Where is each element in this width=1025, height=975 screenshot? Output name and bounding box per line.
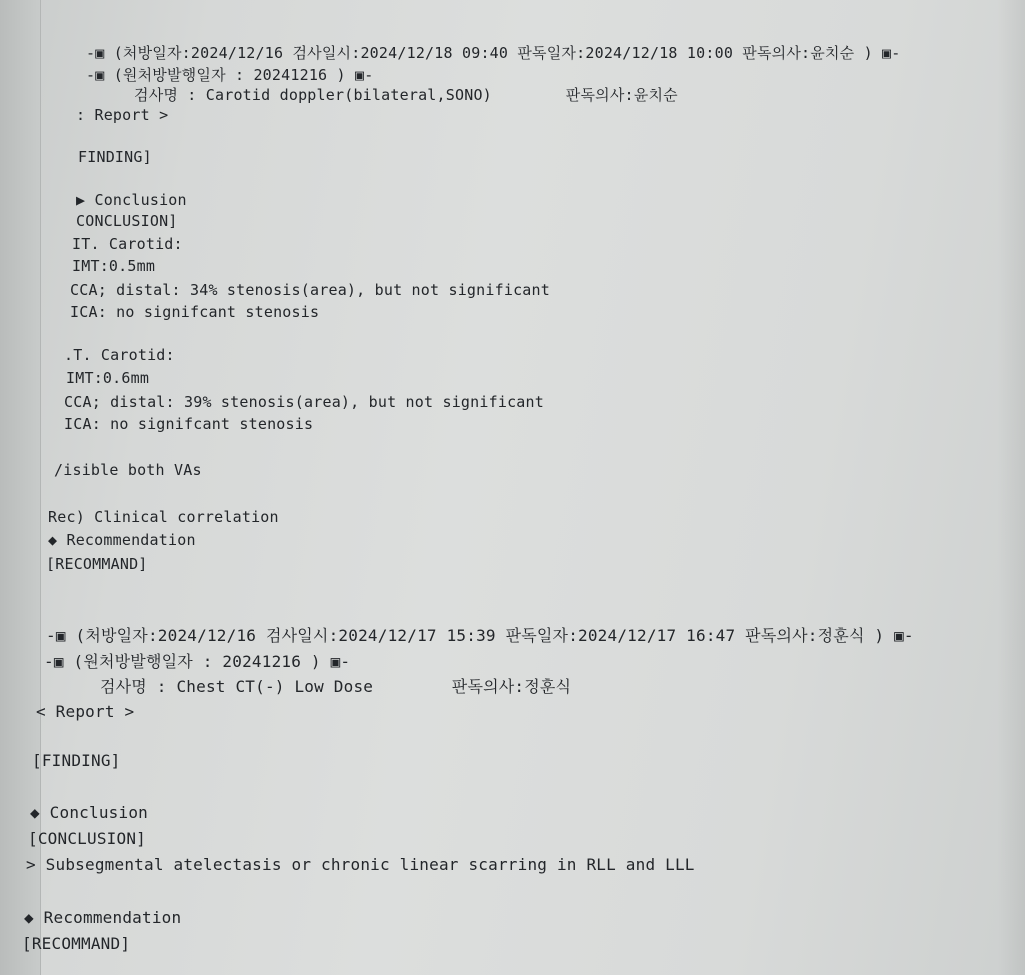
report1-conclusion-marker: ▶ Conclusion xyxy=(76,191,187,209)
report1-lt-cca: CCA; distal: 39% stenosis(area), but not significant xyxy=(64,393,544,411)
report1-recommand-heading: [RECOMMAND] xyxy=(46,555,148,573)
report2-conclusion-heading: [CONCLUSION] xyxy=(28,829,146,848)
report2-header-line1: -▣ (처방일자:2024/12/16 검사일시:2024/12/17 15:39 판독일자:2024/12/17 16:47 판독의사:정훈식 ) ▣- xyxy=(46,626,914,645)
report1-finding-heading: FINDING] xyxy=(78,148,152,166)
report2-finding-heading: [FINDING] xyxy=(32,751,121,770)
report2-header-line2: -▣ (원처방발행일자 : 20241216 ) ▣- xyxy=(44,652,351,671)
report2-conclusion-marker: ◆ Conclusion xyxy=(30,803,148,822)
report2-report-heading: < Report > xyxy=(36,702,135,721)
report1-rec-clinical: Rec) Clinical correlation xyxy=(48,508,279,526)
report2-conclusion-text: > Subsegmental atelectasis or chronic linear scarring in RLL and LLL xyxy=(26,855,695,874)
report1-rt-cca: CCA; distal: 34% stenosis(area), but not significant xyxy=(70,281,550,299)
report1-lt-ica: ICA: no signifcant stenosis xyxy=(64,415,314,433)
report1-conclusion-heading: CONCLUSION] xyxy=(76,212,178,230)
report1-exam-line: 검사명 : Carotid doppler(bilateral,SONO) 판독의사:윤치순 xyxy=(134,86,678,104)
report1-header-line1: -▣ (처방일자:2024/12/16 검사일시:2024/12/18 09:40 판독일자:2024/12/18 10:00 판독의사:윤치순 ) ▣- xyxy=(86,44,901,62)
report2-exam-line: 검사명 : Chest CT(-) Low Dose 판독의사:정훈식 xyxy=(100,677,572,696)
report1-rt-ica: ICA: no signifcant stenosis xyxy=(70,303,320,321)
report1-lt-carotid: .T. Carotid: xyxy=(64,346,175,364)
page-right-shadow xyxy=(997,0,1025,975)
report1-rt-carotid: IT. Carotid: xyxy=(72,235,183,253)
report2-recommand-heading: [RECOMMAND] xyxy=(22,934,131,953)
report2-recommendation-marker: ◆ Recommendation xyxy=(24,908,182,927)
report1-report-heading: : Report > xyxy=(76,106,169,124)
report1-lt-imt: IMT:0.6mm xyxy=(66,369,150,387)
report1-header-line2: -▣ (원처방발행일자 : 20241216 ) ▣- xyxy=(86,66,374,84)
report1-rt-imt: IMT:0.5mm xyxy=(72,257,156,275)
report1-recommendation-marker: ◆ Recommendation xyxy=(48,531,196,549)
report1-visible-vas: /isible both VAs xyxy=(54,461,202,479)
